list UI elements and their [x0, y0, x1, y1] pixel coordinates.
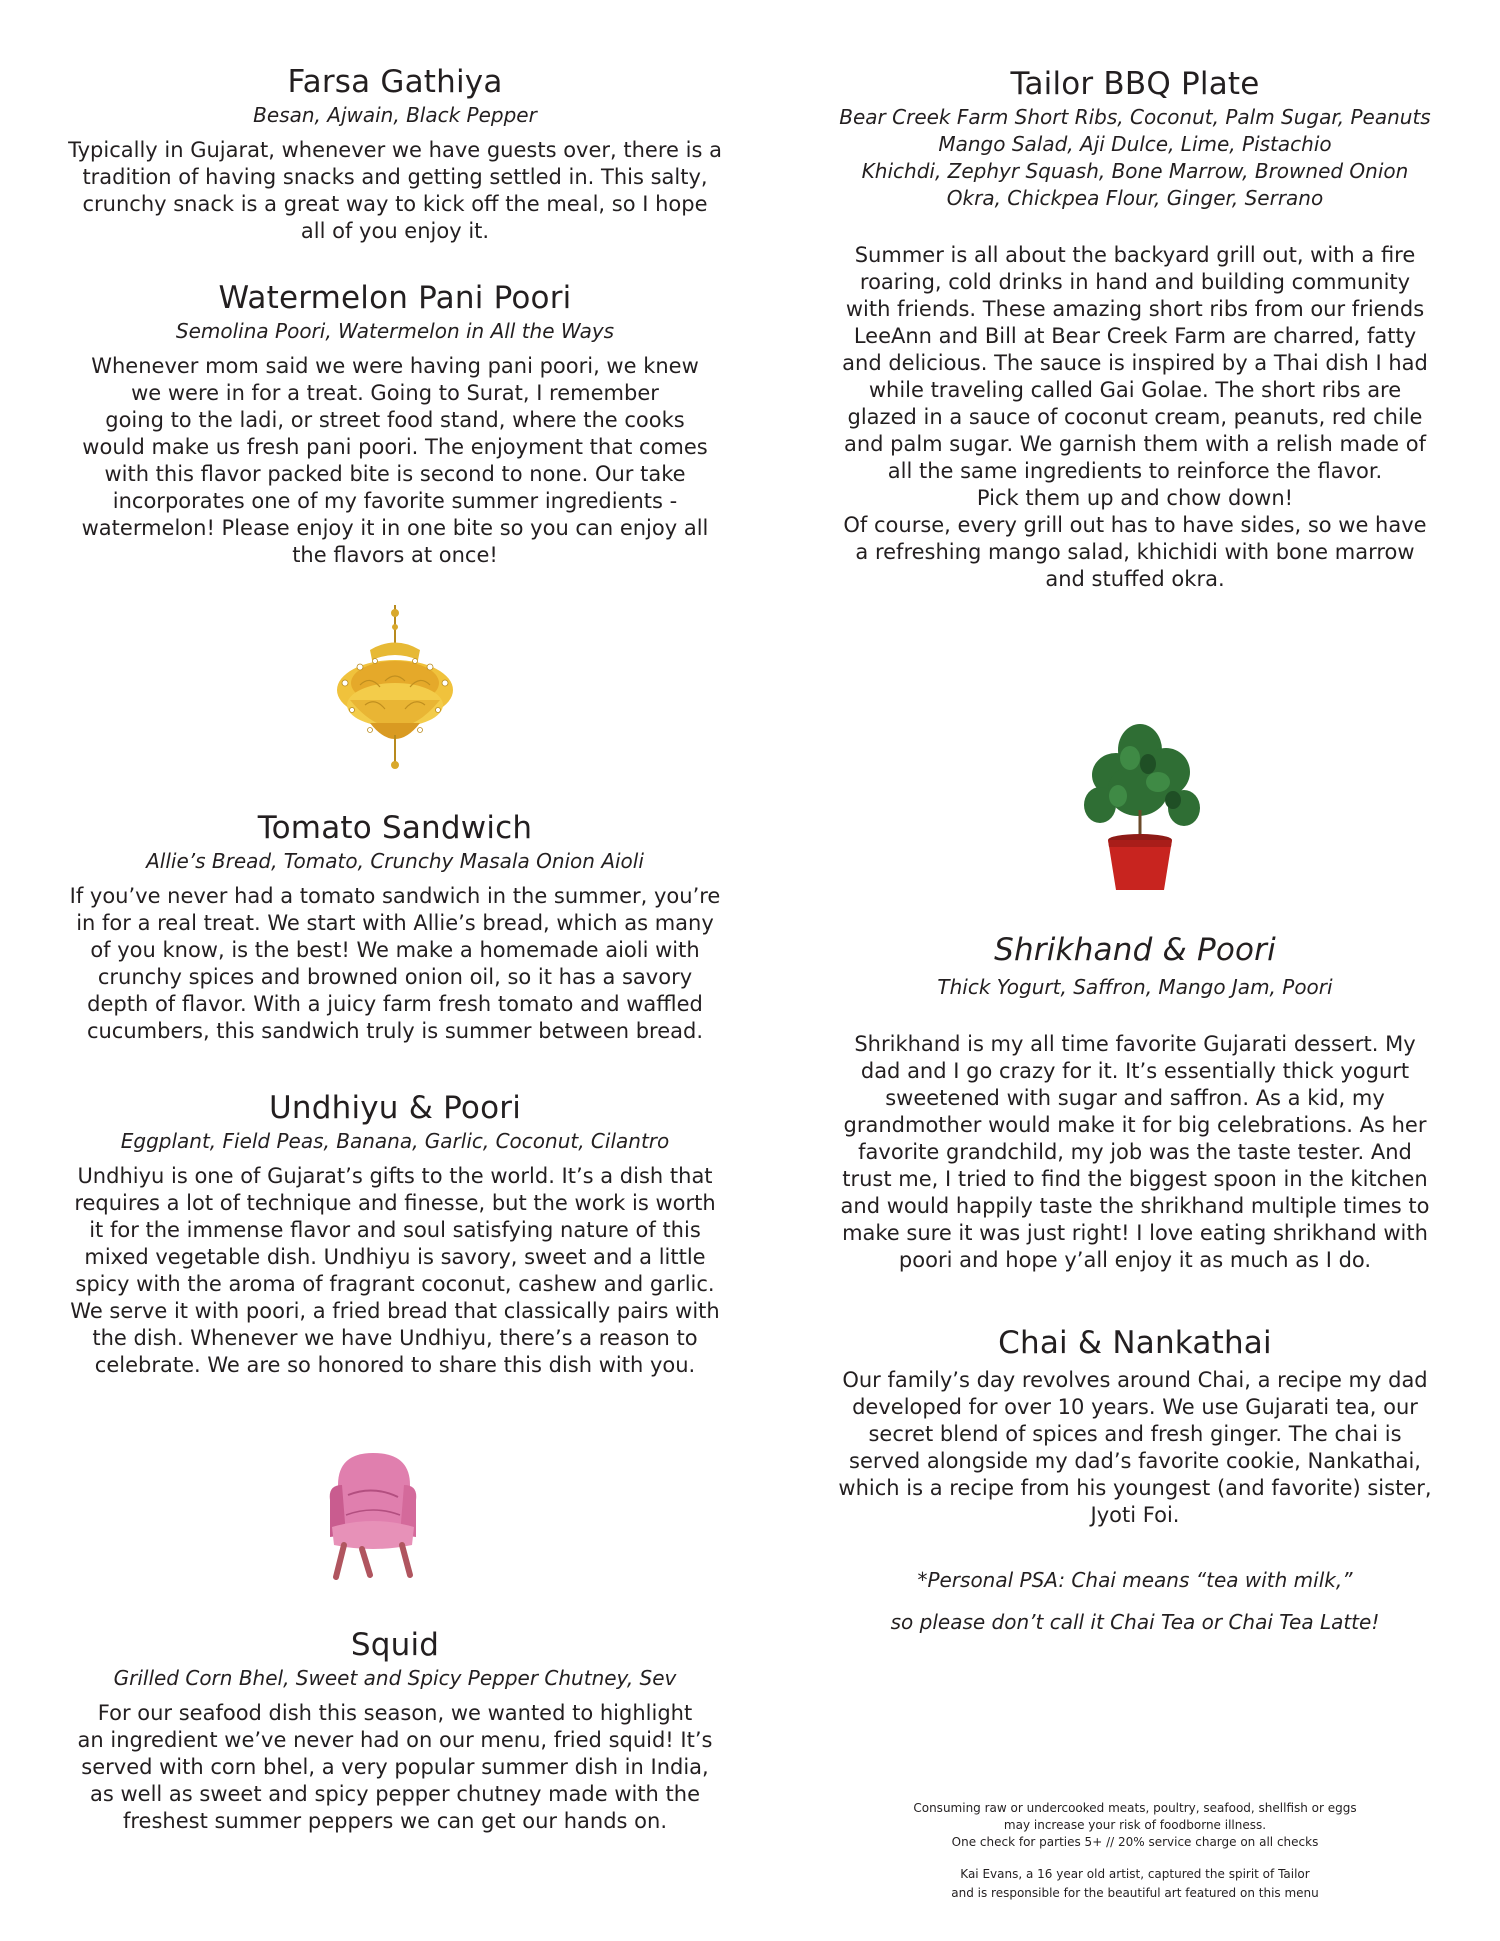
menu-item-shrikhand-poori — [830, 930, 1440, 1274]
description-line: freshest summer peppers we can get our hands on. — [122, 1809, 668, 1833]
description-line: Jyoti Foi. — [1090, 1503, 1180, 1527]
description-line: all the same ingredients to reinforce the flavor. — [887, 459, 1383, 483]
description-line: the flavors at once! — [292, 543, 498, 567]
description-line: sweetened with sugar and saffron. As a kid, my — [885, 1086, 1385, 1110]
menu-item-tailor-bbq-plate — [830, 64, 1440, 593]
dish-title: Watermelon Pani Poori — [218, 280, 572, 316]
description-line: would make us fresh pani poori. The enjoyment that comes — [82, 435, 708, 459]
description-line: crunchy snack is a great way to kick off the meal, so I hope — [82, 192, 708, 216]
dish-title: Tailor BBQ Plate — [1010, 66, 1260, 102]
chandelier-illustration — [330, 605, 460, 775]
ingredient-line: Bear Creek Farm Short Ribs, Coconut, Palm Sugar, Peanuts — [839, 105, 1431, 129]
description-line: incorporates one of my favorite summer ingredients - — [112, 489, 678, 513]
description-line: requires a lot of technique and finesse, but the work is worth — [74, 1191, 716, 1215]
description-line: with friends. These amazing short ribs from our friends — [845, 297, 1425, 321]
dish-title: Shrikhand & Poori — [994, 932, 1276, 968]
dish-ingredients — [830, 104, 1440, 212]
description-line: crunchy spices and browned onion oil, so it has a savory — [97, 965, 693, 989]
personal-psa-note — [830, 1559, 1440, 1643]
dish-ingredients: Semolina Poori, Watermelon in All the Ways — [175, 319, 615, 343]
dish-ingredients: Besan, Ajwain, Black Pepper — [253, 103, 537, 127]
description-line: and would happily taste the shrikhand multiple times to — [840, 1194, 1430, 1218]
description-line: secret blend of spices and fresh ginger. The chai is — [868, 1422, 1402, 1446]
menu-item-undhiyu-poori — [60, 1088, 730, 1379]
dish-ingredients: Eggplant, Field Peas, Banana, Garlic, Coconut, Cilantro — [120, 1129, 670, 1153]
description-line: all of you enjoy it. — [300, 219, 490, 243]
dish-title: Farsa Gathiya — [287, 64, 503, 100]
menu-item-squid — [60, 1625, 730, 1835]
menu-item-farsa-gathiya — [60, 62, 730, 245]
dish-title: Chai & Nankathai — [998, 1325, 1272, 1361]
dish-description — [830, 242, 1440, 593]
description-line: favorite grandchild, my job was the taste tester. And — [858, 1140, 1412, 1164]
description-line: Typically in Gujarat, whenever we have guests over, there is a — [68, 138, 722, 162]
description-line: If you’ve never had a tomato sandwich in the summer, you’re — [69, 884, 721, 908]
dish-title: Tomato Sandwich — [257, 810, 533, 846]
description-line: Summer is all about the backyard grill out, with a fire — [854, 243, 1416, 267]
description-line: we were in for a treat. Going to Surat, I remember — [131, 381, 659, 405]
dish-description — [830, 1031, 1440, 1274]
menu-item-watermelon-pani-poori — [60, 278, 730, 569]
menu-footer — [830, 1800, 1440, 1903]
food-safety-notice — [830, 1800, 1440, 1851]
description-line: served with corn bhel, a very popular summer dish in India, — [81, 1755, 709, 1779]
menu-item-tomato-sandwich — [60, 808, 730, 1045]
description-line: Pick them up and chow down! — [976, 486, 1294, 510]
potted-plant-illustration — [1078, 720, 1208, 895]
description-line: LeeAnn and Bill at Bear Creek Farm are charred, fatty — [853, 324, 1417, 348]
art-credit — [830, 1865, 1440, 1903]
dish-description — [60, 353, 730, 569]
description-line: glazed in a sauce of coconut cream, peanuts, red chile — [847, 405, 1423, 429]
description-line: make sure it was just right! I love eating shrikhand with — [842, 1221, 1428, 1245]
description-line: For our seafood dish this season, we wanted to highlight — [97, 1701, 693, 1725]
description-line: and palm sugar. We garnish them with a relish made of — [843, 432, 1427, 456]
description-line: grandmother would make it for big celebrations. As her — [843, 1113, 1427, 1137]
description-line: Whenever mom said we were having pani poori, we knew — [91, 354, 699, 378]
ingredient-line: Mango Salad, Aji Dulce, Lime, Pistachio — [938, 132, 1332, 156]
description-line: poori and hope y’all enjoy it as much as I do. — [898, 1248, 1372, 1272]
description-line: watermelon! Please enjoy it in one bite so you can enjoy all — [81, 516, 709, 540]
description-line: with this flavor packed bite is second to none. Our take — [104, 462, 686, 486]
description-line: which is a recipe from his youngest (and favorite) sister, — [838, 1476, 1432, 1500]
notice-line: may increase your risk of foodborne illness. — [1003, 1818, 1267, 1832]
dish-title: Undhiyu & Poori — [268, 1090, 522, 1126]
pink-armchair-illustration — [318, 1445, 428, 1585]
dish-description — [60, 1163, 730, 1379]
menu-item-chai-nankathai — [830, 1323, 1440, 1643]
description-line: developed for over 10 years. We use Gujarati tea, our — [852, 1395, 1418, 1419]
description-line: Undhiyu is one of Gujarat’s gifts to the world. It’s a dish that — [77, 1164, 713, 1188]
description-line: roaring, cold drinks in hand and building community — [859, 270, 1411, 294]
dish-description — [60, 883, 730, 1045]
psa-line: so please don’t call it Chai Tea or Chai Tea Latte! — [890, 1610, 1380, 1634]
description-line: while traveling called Gai Golae. The short ribs are — [868, 378, 1402, 402]
description-line: an ingredient we’ve never had on our menu, fried squid! It’s — [77, 1728, 713, 1752]
description-line: going to the ladi, or street food stand, where the cooks — [105, 408, 685, 432]
description-line: of you know, is the best! We make a homemade aioli with — [90, 938, 700, 962]
description-line: and delicious. The sauce is inspired by a Thai dish I had — [842, 351, 1428, 375]
description-line: trust me, I tried to find the biggest spoon in the kitchen — [842, 1167, 1428, 1191]
dish-ingredients: Thick Yogurt, Saffron, Mango Jam, Poori — [937, 975, 1333, 999]
dish-description — [60, 137, 730, 245]
description-line: mixed vegetable dish. Undhiyu is savory, sweet and a little — [84, 1245, 706, 1269]
description-line: Of course, every grill out has to have sides, so we have — [843, 513, 1427, 537]
description-line: cucumbers, this sandwich truly is summer between bread. — [86, 1019, 704, 1043]
description-line: and stuffed okra. — [1045, 567, 1225, 591]
description-line: We serve it with poori, a fried bread that classically pairs with — [70, 1299, 720, 1323]
description-line: as well as sweet and spicy pepper chutney made with the — [89, 1782, 701, 1806]
description-line: a refreshing mango salad, khichidi with bone marrow — [855, 540, 1415, 564]
description-line: depth of flavor. With a juicy farm fresh tomato and waffled — [87, 992, 703, 1016]
psa-line: *Personal PSA: Chai means “tea with milk,” — [917, 1568, 1353, 1592]
dish-description — [60, 1700, 730, 1835]
description-line: it for the immense flavor and soul satisfying nature of this — [89, 1218, 701, 1242]
description-line: Shrikhand is my all time favorite Gujarati dessert. My — [854, 1032, 1416, 1056]
dish-title: Squid — [350, 1627, 440, 1663]
notice-line: One check for parties 5+ // 20% service charge on all checks — [951, 1835, 1319, 1849]
dish-ingredients: Grilled Corn Bhel, Sweet and Spicy Pepper Chutney, Sev — [113, 1666, 677, 1690]
description-line: in for a real treat. We start with Allie’s bread, which as many — [76, 911, 714, 935]
notice-line: Consuming raw or undercooked meats, poultry, seafood, shellfish or eggs — [913, 1801, 1357, 1815]
description-line: celebrate. We are so honored to share this dish with you. — [94, 1353, 696, 1377]
credit-line: and is responsible for the beautiful art featured on this menu — [951, 1886, 1319, 1900]
description-line: dad and I go crazy for it. It’s essentially thick yogurt — [860, 1059, 1410, 1083]
description-line: Our family’s day revolves around Chai, a recipe my dad — [842, 1368, 1428, 1392]
credit-line: Kai Evans, a 16 year old artist, captured the spirit of Tailor — [960, 1867, 1310, 1881]
description-line: tradition of having snacks and getting settled in. This salty, — [82, 165, 708, 189]
ingredient-line: Khichdi, Zephyr Squash, Bone Marrow, Browned Onion — [861, 159, 1409, 183]
dish-description — [830, 1367, 1440, 1529]
ingredient-line: Okra, Chickpea Flour, Ginger, Serrano — [946, 186, 1324, 210]
description-line: the dish. Whenever we have Undhiyu, there’s a reason to — [92, 1326, 698, 1350]
description-line: spicy with the aroma of fragrant coconut, cashew and garlic. — [75, 1272, 715, 1296]
dish-ingredients: Allie’s Bread, Tomato, Crunchy Masala Onion Aioli — [146, 849, 644, 873]
description-line: served alongside my dad’s favorite cookie, Nankathai, — [849, 1449, 1421, 1473]
